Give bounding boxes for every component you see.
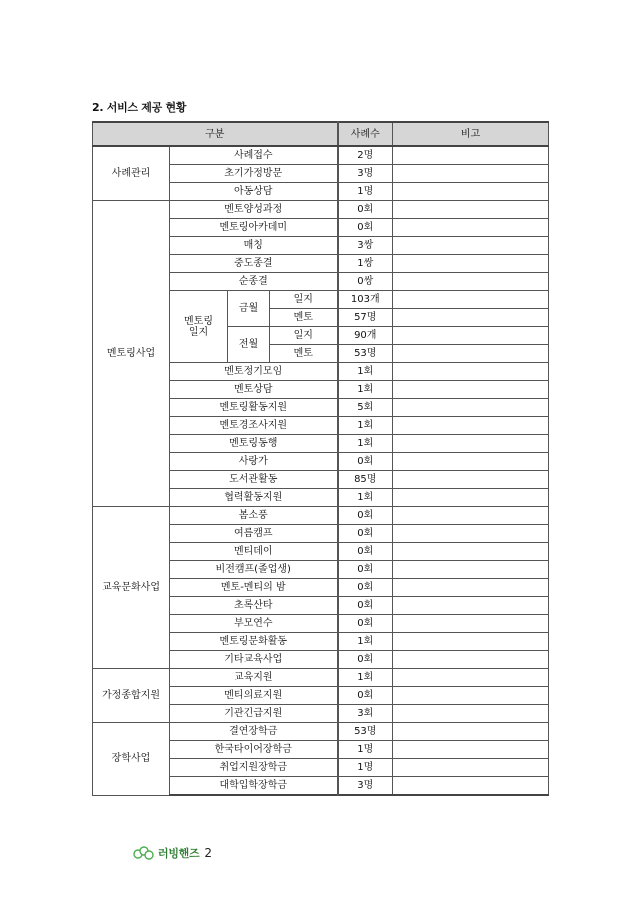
item-note <box>393 579 549 597</box>
item-note <box>393 777 549 796</box>
table-row <box>93 723 549 741</box>
item-note <box>393 327 549 345</box>
item-name: 사례접수 <box>170 146 338 165</box>
group-label: 사례관리 <box>93 146 170 201</box>
item-name: 결연장학금 <box>170 723 338 741</box>
group-label: 교육문화사업 <box>93 507 170 669</box>
group-label: 장학사업 <box>93 723 170 796</box>
item-count: 57명 <box>338 309 393 327</box>
item-count: 1회 <box>338 435 393 453</box>
header-count: 사례수 <box>338 122 393 146</box>
item-note <box>393 417 549 435</box>
item-name: 초록산타 <box>170 597 338 615</box>
item-name: 멘토상담 <box>170 381 338 399</box>
brand-name: 러빙핸즈 <box>158 847 200 860</box>
table-header-row <box>93 122 549 146</box>
item-count: 1명 <box>338 183 393 201</box>
journal-monthly: 금월 <box>228 291 270 327</box>
item-name: 부모연수 <box>170 615 338 633</box>
item-note <box>393 741 549 759</box>
item-name: 기관긴급지원 <box>170 705 338 723</box>
item-count: 0회 <box>338 687 393 705</box>
item-name: 멘토링활동지원 <box>170 399 338 417</box>
item-count: 1명 <box>338 759 393 777</box>
item-name: 멘토링문화활동 <box>170 633 338 651</box>
item-name: 순종결 <box>170 273 338 291</box>
item-note <box>393 183 549 201</box>
item-count: 3명 <box>338 165 393 183</box>
item-note <box>393 291 549 309</box>
item-note <box>393 165 549 183</box>
item-name: 대학입학장학금 <box>170 777 338 796</box>
item-count: 1회 <box>338 381 393 399</box>
item-note <box>393 309 549 327</box>
item-name: 여름캠프 <box>170 525 338 543</box>
item-count: 5회 <box>338 399 393 417</box>
item-note <box>393 471 549 489</box>
item-count: 0회 <box>338 543 393 561</box>
item-note <box>393 201 549 219</box>
item-name: 중도종결 <box>170 255 338 273</box>
item-count: 0회 <box>338 579 393 597</box>
item-count: 3회 <box>338 705 393 723</box>
item-name: 기타교육사업 <box>170 651 338 669</box>
item-count: 103개 <box>338 291 393 309</box>
item-note <box>393 273 549 291</box>
item-count: 53명 <box>338 723 393 741</box>
header-category: 구분 <box>93 122 338 146</box>
item-count: 53명 <box>338 345 393 363</box>
page-number: 2 <box>204 846 212 860</box>
item-name: 멘토양성과정 <box>170 201 338 219</box>
item-count: 0회 <box>338 219 393 237</box>
item-name: 일지 <box>270 291 338 309</box>
item-note <box>393 507 549 525</box>
item-name: 일지 <box>270 327 338 345</box>
journal-cumulative: 전월 <box>228 327 270 363</box>
item-count: 1회 <box>338 489 393 507</box>
item-name: 멘토 <box>270 345 338 363</box>
item-note <box>393 759 549 777</box>
item-name: 초기가정방문 <box>170 165 338 183</box>
item-note <box>393 633 549 651</box>
item-note <box>393 345 549 363</box>
item-note <box>393 381 549 399</box>
journal-label: 멘토링 일지 <box>170 291 228 363</box>
item-count: 3명 <box>338 777 393 796</box>
item-note <box>393 146 549 165</box>
item-name: 비전캠프(졸업생) <box>170 561 338 579</box>
table-row <box>93 146 549 165</box>
group-label: 멘토링사업 <box>93 201 170 507</box>
group-label: 가정종합지원 <box>93 669 170 723</box>
item-name: 멘티데이 <box>170 543 338 561</box>
item-note <box>393 651 549 669</box>
item-count: 0회 <box>338 561 393 579</box>
table-row <box>93 507 549 525</box>
table-row <box>93 669 549 687</box>
table-row <box>93 201 549 219</box>
item-count: 90개 <box>338 327 393 345</box>
item-name: 아동상담 <box>170 183 338 201</box>
item-count: 0회 <box>338 597 393 615</box>
item-name: 봄소풍 <box>170 507 338 525</box>
item-name: 멘티의료지원 <box>170 687 338 705</box>
item-note <box>393 543 549 561</box>
item-note <box>393 453 549 471</box>
item-note <box>393 237 549 255</box>
item-note <box>393 687 549 705</box>
item-note <box>393 489 549 507</box>
item-count: 0회 <box>338 453 393 471</box>
item-count: 2명 <box>338 146 393 165</box>
service-status-table <box>92 121 549 796</box>
item-note <box>393 723 549 741</box>
item-name: 멘토정기모임 <box>170 363 338 381</box>
item-count: 1회 <box>338 669 393 687</box>
item-name: 멘토링아카데미 <box>170 219 338 237</box>
item-count: 0회 <box>338 201 393 219</box>
item-note <box>393 363 549 381</box>
item-count: 1쌍 <box>338 255 393 273</box>
item-note <box>393 669 549 687</box>
item-name: 취업지원장학금 <box>170 759 338 777</box>
item-name: 도서관활동 <box>170 471 338 489</box>
item-count: 85명 <box>338 471 393 489</box>
item-count: 0쌍 <box>338 273 393 291</box>
item-name: 멘토-멘티의 밤 <box>170 579 338 597</box>
item-note <box>393 255 549 273</box>
item-count: 0회 <box>338 525 393 543</box>
item-name: 멘토경조사지원 <box>170 417 338 435</box>
item-name: 사랑가 <box>170 453 338 471</box>
item-count: 1명 <box>338 741 393 759</box>
item-name: 멘토 <box>270 309 338 327</box>
item-note <box>393 399 549 417</box>
item-name: 매칭 <box>170 237 338 255</box>
item-note <box>393 525 549 543</box>
item-count: 1회 <box>338 633 393 651</box>
item-note <box>393 597 549 615</box>
item-count: 1회 <box>338 363 393 381</box>
item-count: 0회 <box>338 615 393 633</box>
section-title: 2. 서비스 제공 현황 <box>92 101 187 114</box>
item-note <box>393 219 549 237</box>
item-note <box>393 561 549 579</box>
item-name: 멘토링동행 <box>170 435 338 453</box>
item-count: 3쌍 <box>338 237 393 255</box>
item-note <box>393 615 549 633</box>
item-name: 한국타이어장학금 <box>170 741 338 759</box>
item-note <box>393 435 549 453</box>
item-name: 교육지원 <box>170 669 338 687</box>
item-note <box>393 705 549 723</box>
item-name: 협력활동지원 <box>170 489 338 507</box>
item-count: 1회 <box>338 417 393 435</box>
leaf-cluster-icon <box>133 846 155 860</box>
item-count: 0회 <box>338 651 393 669</box>
item-count: 0회 <box>338 507 393 525</box>
page-footer <box>133 845 212 861</box>
header-note: 비고 <box>393 122 549 146</box>
